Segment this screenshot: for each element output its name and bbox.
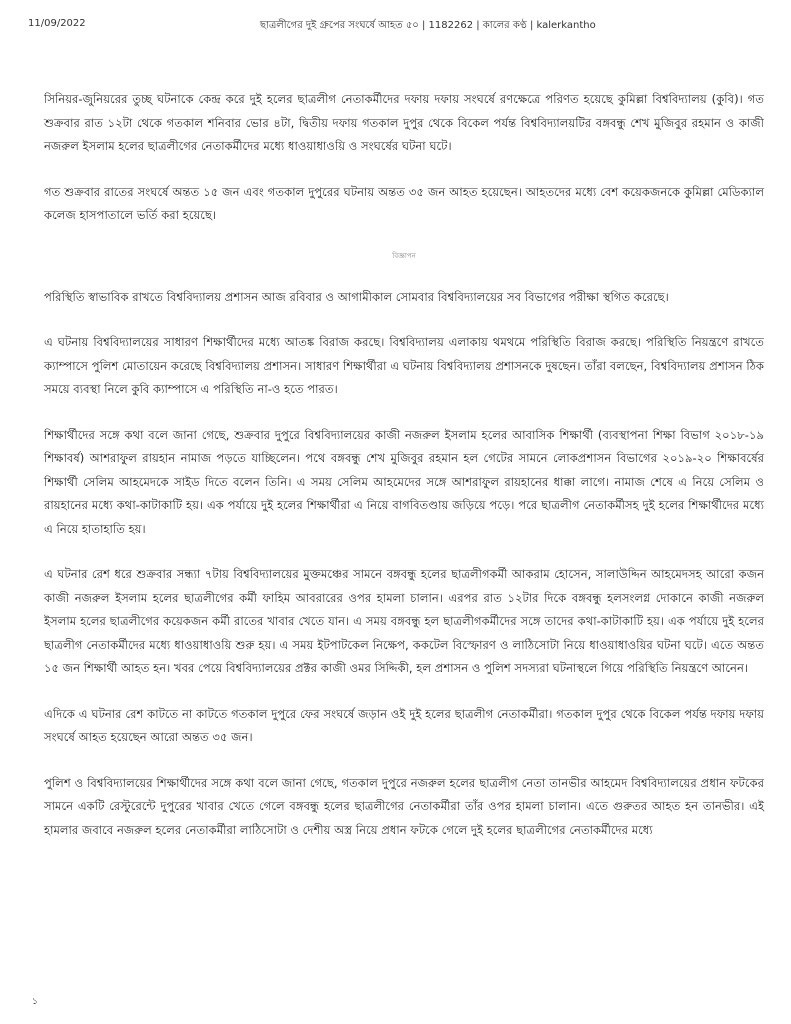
article-paragraph: গত শুক্রবার রাতের সংঘর্ষে অন্তত ১৫ জন এবং গতকাল দুপুরের ঘটনায় অন্তত ৩৫ জন আহত হয়েছেন। আহতদের মধ্যে বেশ কয়েকজনকে কুমিল্লা মেডিক্যাল কলেজ হাসপাতালে ভর্তি করা হয়েছে। [44, 184, 764, 222]
page-number: ১ [32, 997, 38, 1007]
article-paragraph: পুলিশ ও বিশ্ববিদ্যালয়ের শিক্ষার্থীদের সঙ্গে কথা বলে জানা গেছে, গতকাল দুপুরে নজরুল হলের ছাত্রলীগ নেতা তানভীর আহমেদ বিশ্ববিদ্যালয়ের প্রধান ফটকের সামনে একটি রেস্টুরেন্টে দুপুরের খাবার খেতে গেলে বঙ্গবন্ধু হলের ছাত্রলীগের নেতাকর্মীরা তাঁর ওপর হামলা চালান। এতে গুরুতর আহত হন তানভীর। এই হামলার জবাবে নজরুল হলের নেতাকর্মীরা লাঠিসোটা ও দেশীয় অস্ত্র নিয়ে প্রধান ফটকে গেলে দুই হলের ছাত্রলীগের নেতাকর্মীদের মধ্যে [44, 775, 764, 837]
advertisement-label: বিজ্ঞাপন [392, 251, 416, 260]
article-body [44, 88, 764, 864]
article-paragraph: এ ঘটনায় বিশ্ববিদ্যালয়ের সাধারণ শিক্ষার্থীদের মধ্যে আতঙ্ক বিরাজ করছে। বিশ্ববিদ্যালয় এলাকায় থমথমে পরিস্থিতি বিরাজ করছে। পরিস্থিতি নিয়ন্ত্রণে রাখতে ক্যাম্পাসে পুলিশ মোতায়েন করেছে বিশ্ববিদ্যালয় প্রশাসন। সাধারণ শিক্ষার্থীরা এ ঘটনায় বিশ্ববিদ্যালয় প্রশাসনকে দুষছেন। তাঁরা বলছেন, বিশ্ববিদ্যালয় প্রশাসন ঠিক সময়ে ব্যবস্থা নিলে কুবি ক্যাম্পাসে এ পরিস্থিতি না-ও হতে পারত। [44, 335, 764, 396]
print-date: 11/09/2022 [28, 18, 86, 29]
article-paragraph: এদিকে এ ঘটনার রেশ কাটতে না কাটতে গতকাল দুপুরে ফের সংঘর্ষে জড়ান ওই দুই হলের ছাত্রলীগ নেতাকর্মীরা। গতকাল দুপুর থেকে বিকেল পর্যন্ত দফায় দফায় সংঘর্ষে আহত হয়েছেন আরো অন্তত ৩৫ জন। [44, 706, 764, 744]
article-paragraph: সিনিয়র-জুনিয়রের তুচ্ছ ঘটনাকে কেন্দ্র করে দুই হলের ছাত্রলীগ নেতাকর্মীদের দফায় দফায় সংঘর্ষে রণক্ষেত্রে পরিণত হয়েছে কুমিল্লা বিশ্ববিদ্যালয় (কুবি)। গত শুক্রবার রাত ১২টা থেকে গতকাল শনিবার ভোর ৪টা, দ্বিতীয় দফায় গতকাল দুপুর থেকে বিকেল পর্যন্ত বিশ্ববিদ্যালয়টির বঙ্গবন্ধু শেখ মুজিবুর রহমান ও কাজী নজরুল ইসলাম হলের ছাত্রলীগের নেতাকর্মীদের মধ্যে ধাওয়াধাওয়ি ও সংঘর্ষের ঘটনা ঘটে। [44, 92, 764, 153]
article-paragraph: পরিস্থিতি স্বাভাবিক রাখতে বিশ্ববিদ্যালয় প্রশাসন আজ রবিবার ও আগামীকাল সোমবার বিশ্ববিদ্যালয়ের সব বিভাগের পরীক্ষা স্থগিত করেছে। [44, 289, 669, 304]
page-title: ছাত্রলীগের দুই গ্রুপের সংঘর্ষে আহত ৫০ | 1182262 | কালের কণ্ঠ | kalerkantho [260, 20, 596, 31]
article-paragraph: এ ঘটনার রেশ ধরে শুক্রবার সন্ধ্যা ৭টায় বিশ্ববিদ্যালয়ের মুক্তমঞ্চের সামনে বঙ্গবন্ধু হলের ছাত্রলীগকর্মী আকরাম হোসেন, সালাউদ্দিন আহমেদসহ আরো কজন কাজী নজরুল ইসলাম হলের ছাত্রলীগের কর্মী ফাহিম আবরারের ওপর হামলা চালান। এরপর রাত ১২টার দিকে বঙ্গবন্ধু হলসংলগ্ন দোকানে কাজী নজরুল ইসলাম হলের ছাত্রলীগের কয়েকজন কর্মী রাতের খাবার খেতে যান। এ সময় বঙ্গবন্ধু হল ছাত্রলীগকর্মীদের সঙ্গে তাদের কথা-কাটাকাটি হয়। এক পর্যায়ে দুই হলের ছাত্রলীগ নেতাকর্মীদের মধ্যে ধাওয়াধাওয়ি শুরু হয়। এ সময় ইটপাটকেল নিক্ষেপ, ককটেল বিস্ফোরণ ও লাঠিসোটা নিয়ে ধাওয়াধাওয়ির ঘটনা ঘটে। এতে অন্তত ১৫ জন শিক্ষার্থী আহত হন। খবর পেয়ে বিশ্ববিদ্যালয়ের প্রক্টর কাজী ওমর সিদ্দিকী, হল প্রশাসন ও পুলিশ সদস্যরা ঘটনাস্থলে গিয়ে পরিস্থিতি নিয়ন্ত্রণে আনেন। [44, 567, 764, 675]
article-paragraph: শিক্ষার্থীদের সঙ্গে কথা বলে জানা গেছে, শুক্রবার দুপুরে বিশ্ববিদ্যালয়ের কাজী নজরুল ইসলাম হলের আবাসিক শিক্ষার্থী (ব্যবস্থাপনা শিক্ষা বিভাগ ২০১৮-১৯ শিক্ষাবর্ষ) আশরাফুল রায়হান নামাজ পড়তে যাচ্ছিলেন। পথে বঙ্গবন্ধু শেখ মুজিবুর রহমান হল গেটের সামনে লোকপ্রশাসন বিভাগের ২০১৯-২০ শিক্ষাবর্ষের শিক্ষার্থী সেলিম আহমেদকে সাইড দিতে বলেন তিনি। এ সময় সেলিম আহমেদের সঙ্গে আশরাফুল রায়হানের ধাক্কা লাগে। নামাজ শেষে এ নিয়ে সেলিম ও রায়হানের মধ্যে কথা-কাটাকাটি হয়। এক পর্যায়ে দুই হলের শিক্ষার্থীরা এ নিয়ে বাগবিতণ্ডায় জড়িয়ে পড়ে। পরে ছাত্রলীগ নেতাকর্মীসহ দুই হলের শিক্ষার্থীদের মধ্যে এ নিয়ে হাতাহাতি হয়। [44, 427, 764, 536]
